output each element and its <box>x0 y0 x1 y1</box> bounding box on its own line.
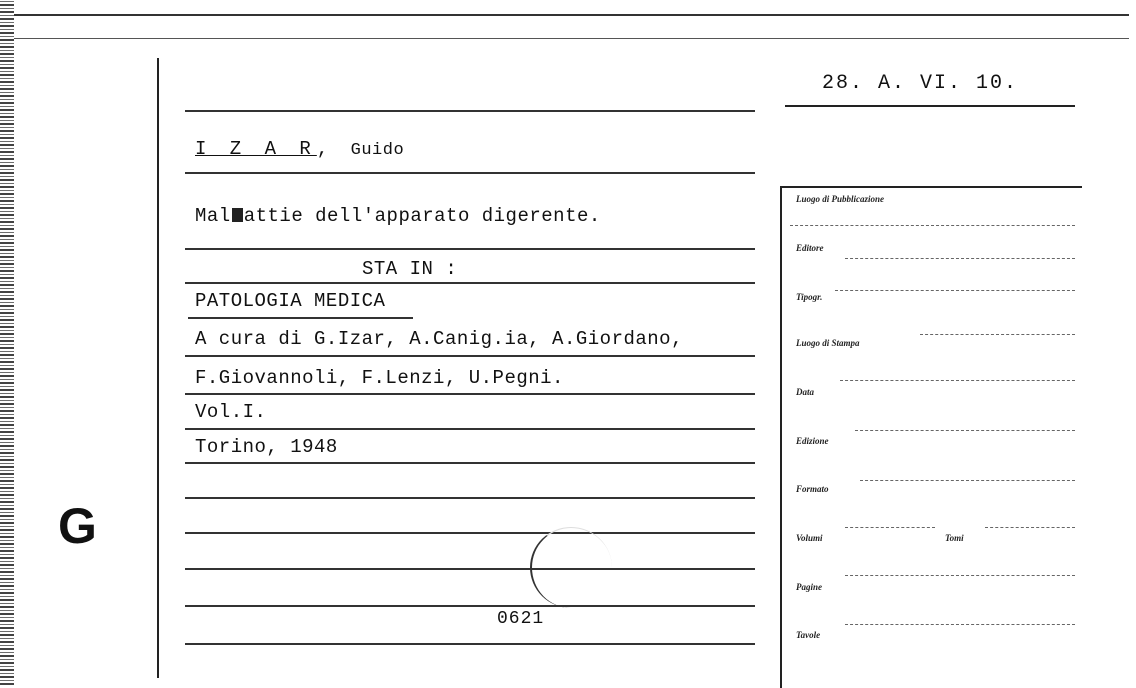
form-label-formato: Formato <box>796 484 829 494</box>
shelfmark: 28. A. VI. 10. <box>822 72 1019 95</box>
form-label-edizione: Edizione <box>796 436 829 446</box>
rule-line <box>185 172 755 174</box>
rule-line <box>185 428 755 430</box>
rule-line <box>185 605 755 607</box>
stamp-number: 0621 <box>497 609 545 629</box>
form-label-editore: Editore <box>796 243 824 253</box>
series-title: PATOLOGIA MEDICA <box>195 290 386 312</box>
shelfmark-underline <box>785 105 1075 107</box>
sta-in-label: STA IN : <box>362 258 458 280</box>
form-label-data: Data <box>796 387 814 397</box>
rule-line <box>185 248 755 250</box>
top-rule-secondary <box>14 38 1129 39</box>
form-dash-line <box>985 527 1075 528</box>
form-dash-line <box>845 624 1075 625</box>
editors-line-2: F.Giovannoli, F.Lenzi, U.Pegni. <box>195 367 564 389</box>
form-dash-line <box>845 258 1075 259</box>
form-dash-line <box>840 380 1075 381</box>
rule-line <box>185 462 755 464</box>
rule-line <box>185 393 755 395</box>
form-label-pagine: Pagine <box>796 582 822 592</box>
volume: Vol.I. <box>195 401 267 423</box>
form-label-luogo-stampa: Luogo di Stampa <box>796 338 860 348</box>
form-label-tavole: Tavole <box>796 630 821 640</box>
rule-line <box>185 282 755 284</box>
rule-line <box>185 643 755 645</box>
form-dash-line <box>860 480 1075 481</box>
form-dash-line <box>845 527 935 528</box>
author-separator: , <box>316 138 329 160</box>
form-dash-line <box>790 225 1075 226</box>
form-dash-line <box>855 430 1075 431</box>
rule-line <box>185 568 755 570</box>
top-rule <box>14 14 1129 16</box>
author-given-name: Guido <box>350 141 405 160</box>
rule-line <box>185 497 755 499</box>
side-letter: G <box>58 498 97 554</box>
smudged-glyph <box>232 208 243 222</box>
form-label-volumi: Volumi <box>796 533 823 543</box>
editors-line-1: A cura di G.Izar, A.Canig.ia, A.Giordano, <box>195 328 683 350</box>
series-underline <box>188 317 413 319</box>
form-dash-line <box>835 290 1075 291</box>
author-surname: I Z A R <box>195 138 317 160</box>
card-left-edge <box>0 0 14 685</box>
margin-vertical-line <box>157 58 159 678</box>
form-dash-line <box>845 575 1075 576</box>
author-heading <box>195 138 404 160</box>
rule-line <box>185 355 755 357</box>
stamp-circle <box>530 527 612 608</box>
form-label-tomi: Tomi <box>945 533 964 543</box>
form-label-tipogr: Tipogr. <box>796 292 823 302</box>
rule-line <box>185 110 755 112</box>
place-date: Torino, 1948 <box>195 436 338 458</box>
form-label-luogo-pubblicazione: Luogo di Pubblicazione <box>796 194 885 204</box>
work-title: Mal attie dell'apparato digerente. <box>195 205 601 227</box>
rule-line <box>185 532 755 534</box>
form-dash-line <box>920 334 1075 335</box>
